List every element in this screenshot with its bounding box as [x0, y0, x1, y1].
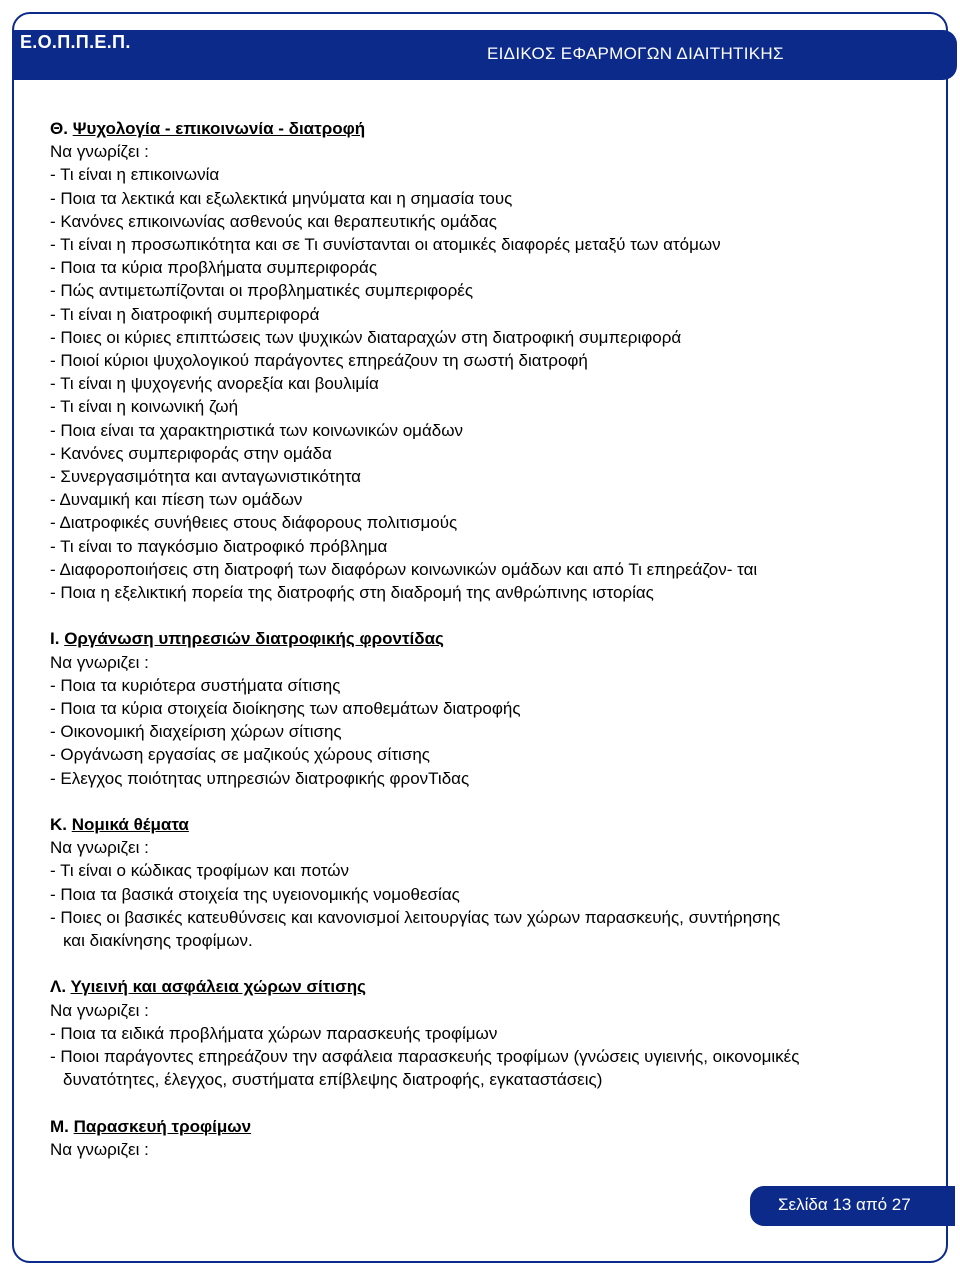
list-item: - Ελεγχος ποιότητας υπηρεσιών διατροφικής φρονΤιδας	[50, 768, 470, 788]
list-item: - Ποια τα κύρια προβλήματα συμπεριφοράς	[50, 258, 378, 278]
list-item: - Τι είναι η κοινωνική ζωή	[50, 397, 239, 417]
section-title: Ψυχολογία - επικοινωνία - διατροφή	[72, 119, 366, 138]
list-item: - Τι είναι η επικοινωνία	[50, 165, 220, 185]
list-item: - Τι είναι η ψυχογενής ανορεξία και βουλιμία	[50, 374, 379, 394]
section-title: Οργάνωση υπηρεσιών διατροφικής φροντίδας	[64, 629, 444, 649]
list-item: - Ποια τα ειδικά προβλήματα χώρων παρασκευής τροφίμων	[50, 1023, 498, 1043]
list-item: - Τι είναι το παγκόσμιο διατροφικό πρόβλημα	[50, 536, 388, 556]
list-item: - Κανόνες συμπεριφοράς στην ομάδα	[50, 443, 332, 463]
header-bar	[12, 30, 957, 80]
section-spacer	[50, 790, 930, 813]
document-body	[50, 117, 930, 1161]
section-intro: Να γνωριζει :	[50, 838, 149, 858]
section-letter: Θ.	[50, 119, 68, 138]
list-item: - Ποια τα λεκτικά και εξωλεκτικά μηνύματα και η σημασία τους	[50, 188, 513, 208]
section-spacer	[50, 604, 930, 627]
list-item: - Ποια η εξελικτική πορεία της διατροφής στη διαδρομή της ανθρώπινης ιστορίας	[50, 583, 654, 603]
header-title: ΕΙΔΙΚΟΣ ΕΦΑΡΜΟΓΩΝ ΔΙΑΙΤΗΤΙΚΗΣ	[487, 44, 784, 63]
list-item: - Ποια είναι τα χαρακτηριστικά των κοινωνικών ομάδων	[50, 420, 464, 440]
section-heading	[50, 975, 930, 998]
list-item: - Ποια τα κύρια στοιχεία διοίκησης των αποθεμάτων διατροφής	[50, 699, 521, 719]
list-item: - Ποιες οι κύριες επιπτώσεις των ψυχικών διαταραχών στη διατροφική συμπεριφορά	[50, 327, 682, 347]
list-item: - Ποιες οι βασικές κατευθύνσεις και κανονισμοί λειτουργίας των χώρων παρασκευής, συντήρησης	[50, 907, 781, 927]
section-letter: Λ.	[50, 977, 67, 997]
list-item: - Ποιοι παράγοντες επηρεάζουν την ασφάλεια παρασκευής τροφίμων (γνώσεις υγιεινής, οικονομικές	[50, 1047, 800, 1067]
list-item-continuation: και διακίνησης τροφίμων.	[63, 931, 253, 951]
section-letter: Μ.	[50, 1116, 69, 1136]
section-spacer	[50, 1091, 930, 1114]
list-item: - Δυναμική και πίεση των ομάδων	[50, 490, 303, 510]
section-spacer	[50, 952, 930, 975]
page-number: Σελίδα 13 από 27	[778, 1195, 911, 1214]
header-org: Ε.Ο.Π.Π.Ε.Π.	[20, 32, 131, 52]
section-heading	[50, 117, 930, 140]
list-item: - Τι είναι ο κώδικας τροφίμων και ποτών	[50, 861, 350, 881]
section-title: Υγιεινή και ασφάλεια χώρων σίτισης	[70, 977, 366, 997]
section-legal-matters	[50, 813, 930, 952]
section-intro: Να γνωρίζει :	[50, 142, 149, 162]
list-item: - Οργάνωση εργασίας σε μαζικούς χώρους σίτισης	[50, 745, 430, 765]
section-letter: Ι.	[50, 629, 60, 649]
list-item: - Διατροφικές συνήθειες στους διάφορους πολιτισμούς	[50, 513, 458, 533]
section-heading	[50, 627, 930, 650]
section-food-service-organization	[50, 627, 930, 789]
section-psychology	[50, 117, 930, 604]
list-item: - Ποια τα βασικά στοιχεία της υγειονομικής νομοθεσίας	[50, 884, 460, 904]
section-intro: Να γνωριζει :	[50, 1000, 149, 1020]
section-letter: Κ.	[50, 815, 67, 835]
list-item: - Τι είναι η διατροφική συμπεριφορά	[50, 304, 320, 324]
section-heading	[50, 813, 930, 836]
section-intro: Να γνωριζει :	[50, 652, 149, 672]
list-item: - Ποιοί κύριοι ψυχολογικού παράγοντες επηρεάζουν τη σωστή διατροφή	[50, 351, 588, 371]
list-item: - Κανόνες επικοινωνίας ασθενούς και θεραπευτικής ομάδας	[50, 211, 497, 231]
section-title: Νομικά θέματα	[71, 815, 189, 835]
list-item: - Οικονομική διαχείριση χώρων σίτισης	[50, 722, 342, 742]
list-item: - Τι είναι η προσωπικότητα και σε Τι συνίστανται οι ατομικές διαφορές μεταξύ των ατόμων	[50, 235, 721, 255]
list-item: - Πώς αντιμετωπίζονται οι προβληματικές συμπεριφορές	[50, 281, 474, 301]
list-item: - Ποια τα κυριότερα συστήματα σίτισης	[50, 675, 341, 695]
list-item: - Διαφοροποιήσεις στη διατροφή των διαφόρων κοινωνικών ομάδων και από Τι επηρεάζον- ται	[50, 559, 758, 579]
section-hygiene-safety	[50, 975, 930, 1091]
section-title: Παρασκευή τροφίμων	[73, 1116, 252, 1136]
list-item-continuation: δυνατότητες, έλεγχος, συστήματα επίβλεψης διατροφής, εγκαταστάσεις)	[63, 1070, 603, 1090]
section-food-preparation	[50, 1115, 930, 1161]
section-heading	[50, 1115, 930, 1138]
section-intro: Να γνωριζει :	[50, 1139, 149, 1159]
list-item: - Συνεργασιμότητα και ανταγωνιστικότητα	[50, 467, 362, 487]
